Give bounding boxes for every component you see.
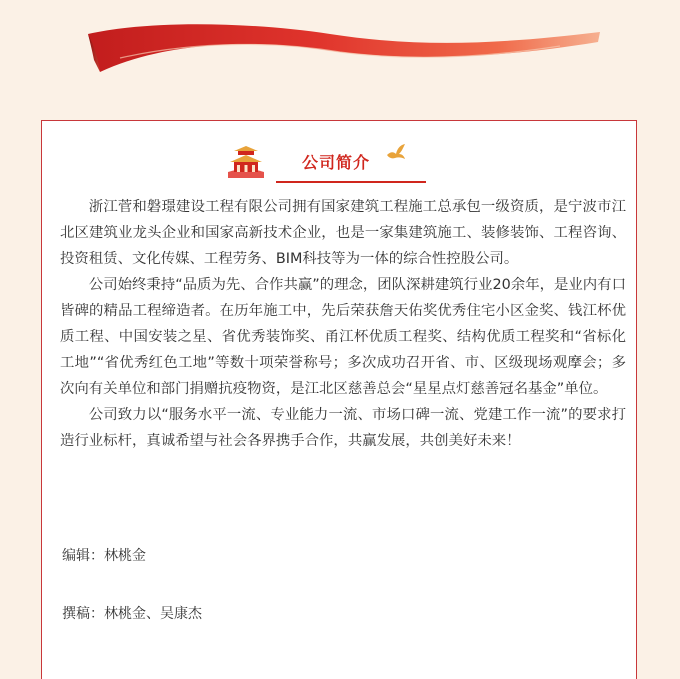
intro-paragraph-3: 公司致力以“服务水平一流、专业能力一流、市场口碑一流、党建工作一流”的要求打造行业标杆，真诚希望与社会各界携手合作，共赢发展，共创美好未来！ xyxy=(60,407,626,449)
page-title: 公司简介 xyxy=(302,153,371,172)
writer-credit: 撰稿：林桃金、吴康杰 xyxy=(62,606,202,622)
intro-paragraph-2: 公司始终秉持“品质为先、合作共赢”的理念，团队深耕建筑行业20余年，是业内有口皆碑的精品工程缔造者。在历年施工中，先后荣获詹天佑奖优秀住宅小区金奖、钱江杯优质工程、中国安装之星、省优秀装饰奖、甬江杯优质工程奖、结构优质工程奖和“省标化工地”“省优秀红色工地”等数十项荣誉称号；多次成功召开省、市、区级现场观摩会；多次向有关单位和部门捐赠抗疫物资，是江北区慈善总会“星星点灯慈善冠名基金”单位。 xyxy=(60,277,626,397)
intro-body xyxy=(60,194,626,454)
section-header xyxy=(226,138,402,186)
title-underline xyxy=(276,181,426,183)
editor-credit: 编辑：林桃金 xyxy=(62,548,146,564)
dove-icon xyxy=(385,143,407,163)
tiananmen-icon xyxy=(226,142,266,180)
intro-paragraph-1: 浙江菅和磐璟建设工程有限公司拥有国家建筑工程施工总承包一级资质，是宁波市江北区建筑业龙头企业和国家高新技术企业，也是一家集建筑施工、装修装饰、工程咨询、投资租赁、文化传媒、工程劳务、BIM科技等为一体的综合性控股公司。 xyxy=(60,199,626,267)
ribbon-decoration xyxy=(0,0,680,110)
